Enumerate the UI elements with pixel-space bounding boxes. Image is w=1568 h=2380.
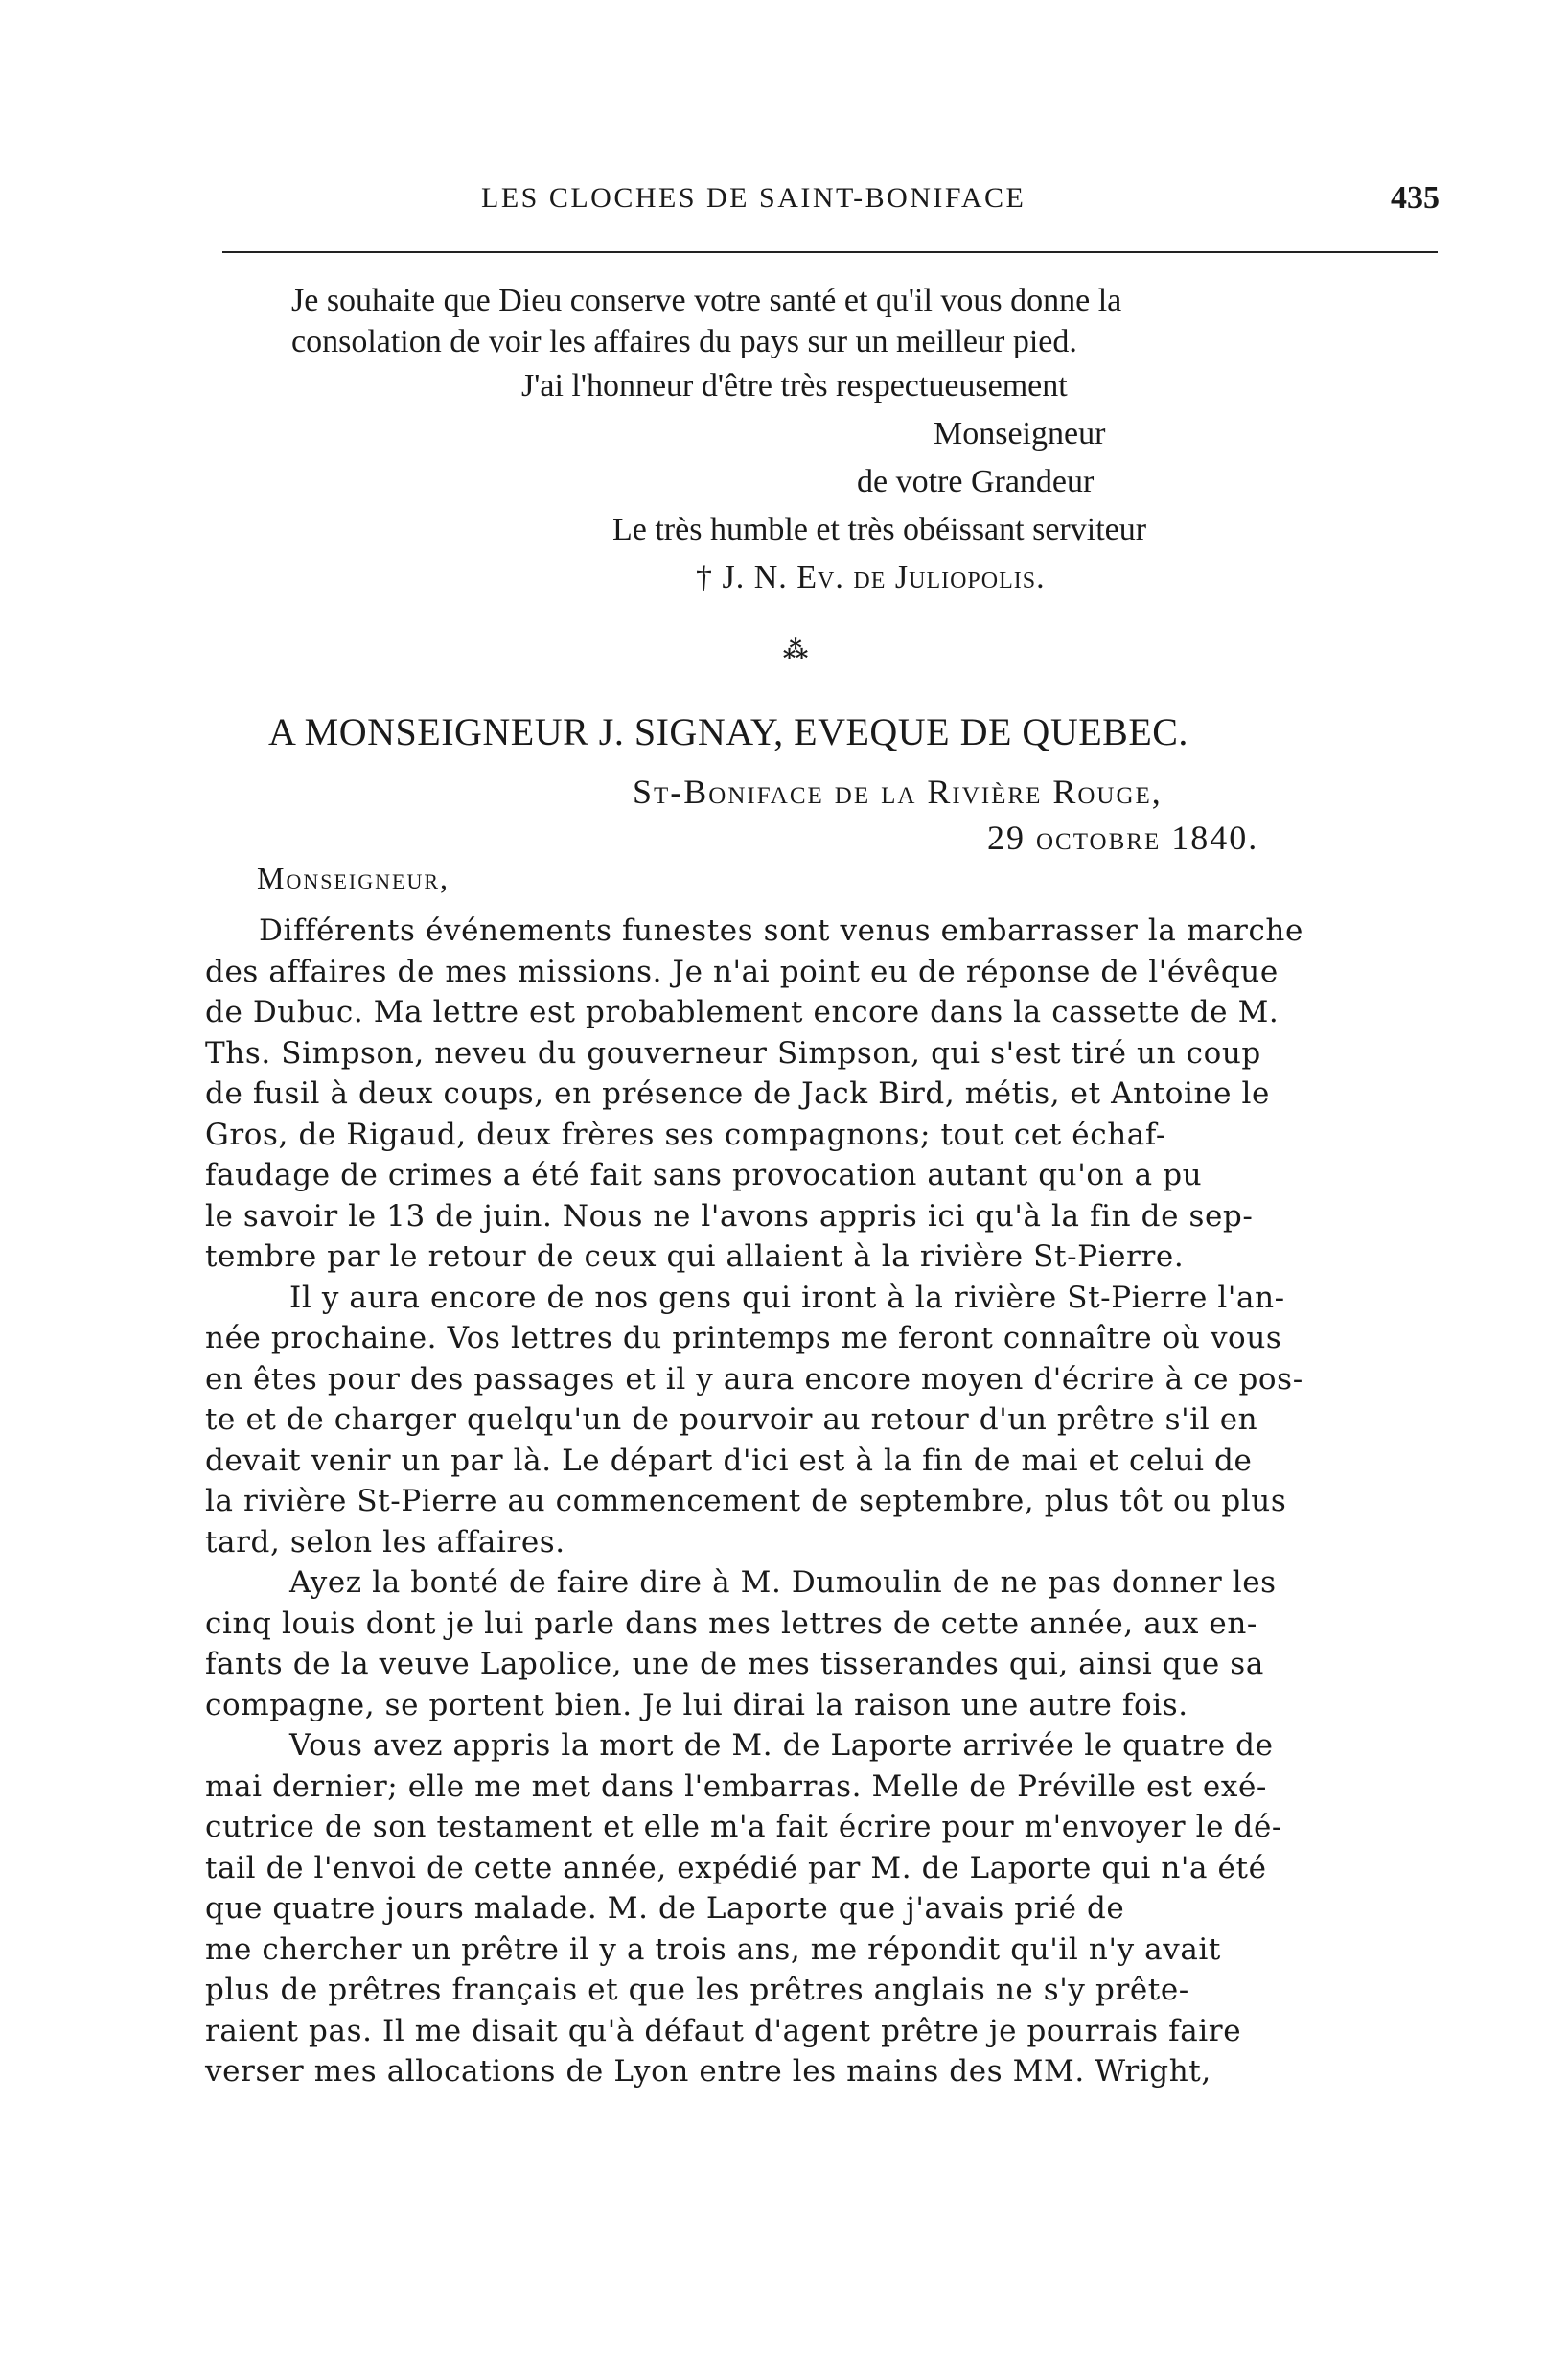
letter-2-title: A MONSEIGNEUR J. SIGNAY, EVEQUE DE QUEBEC.	[268, 710, 1188, 753]
text-line: tembre par le retour de ceux qui allaient à la rivière St-Pierre.	[205, 1239, 1185, 1274]
paragraph	[205, 911, 1438, 1278]
text-line: cinq louis dont je lui parle dans mes lettres de cette année, aux en-	[205, 1606, 1257, 1641]
page-header	[222, 180, 1440, 228]
text-line: Différents événements funestes sont venus embarrasser la marche	[259, 913, 1303, 948]
text-line: plus de prêtres français et que les prêtres anglais ne s'y prête-	[205, 1973, 1189, 2007]
closing-line: Le très humble et très obéissant serviteur	[612, 512, 1147, 547]
running-title: LES CLOCHES DE SAINT-BONIFACE	[481, 182, 1026, 214]
text-line: le savoir le 13 de juin. Nous ne l'avons appris ici qu'à la fin de sep-	[205, 1198, 1254, 1234]
letter-2-body	[205, 911, 1438, 2092]
signature: † J. N. Ev. de Juliopolis.	[696, 560, 1046, 595]
text-line: née prochaine. Vos lettres du printemps me feront connaître où vous	[205, 1321, 1282, 1355]
text-line: tail de l'envoi de cette année, expédié par M. de Laporte qui n'a été	[205, 1850, 1267, 1885]
text-line: Il y aura encore de nos gens qui iront à la rivière St-Pierre l'an-	[289, 1280, 1285, 1315]
text-line: verser mes allocations de Lyon entre les mains des MM. Wright,	[205, 2054, 1211, 2089]
text-line: Vous avez appris la mort de M. de Laporte arrivée le quatre de	[289, 1728, 1274, 1763]
closing-line: Monseigneur	[934, 416, 1106, 451]
text-line: de fusil à deux coups, en présence de Jack Bird, métis, et Antoine le	[205, 1076, 1270, 1111]
text-line: Je souhaite que Dieu conserve votre santé et qu'il vous donne la	[291, 283, 1122, 318]
text-line: Ayez la bonté de faire dire à M. Dumoulin de ne pas donner les	[289, 1565, 1277, 1600]
header-rule	[222, 251, 1438, 253]
asterism-separator: ⁂	[782, 636, 809, 664]
closing-line: J'ai l'honneur d'être très respectueusement	[521, 368, 1068, 404]
letter-1-closing-section	[205, 280, 1438, 602]
text-line: compagne, se portent bien. Je lui dirai la raison une autre fois.	[205, 1687, 1188, 1722]
text-line: me chercher un prêtre il y a trois ans, me répondit qu'il n'y avait	[205, 1931, 1221, 1967]
letter-date: 29 octobre 1840.	[987, 819, 1259, 857]
text-line: raient pas. Il me disait qu'à défaut d'agent prêtre je pourrais faire	[205, 2013, 1242, 2048]
text-line: que quatre jours malade. M. de Laporte que j'avais prié de	[205, 1891, 1125, 1926]
text-line: cutrice de son testament et elle m'a fait écrire pour m'envoyer le dé-	[205, 1810, 1282, 1844]
letter-1-complimentary-close	[205, 362, 1438, 602]
text-line: Ths. Simpson, neveu du gouverneur Simpson, qui s'est tiré un coup	[205, 1035, 1261, 1071]
text-line: de Dubuc. Ma lettre est probablement encore dans la cassette de M.	[205, 995, 1280, 1029]
text-line: Gros, de Rigaud, deux frères ses compagnons; tout cet échaf-	[205, 1117, 1166, 1152]
paragraph	[205, 1725, 1438, 2092]
closing-line: de votre Grandeur	[857, 464, 1095, 499]
paragraph	[205, 1278, 1438, 1563]
page-number: 435	[1391, 180, 1440, 216]
text-line: la rivière St-Pierre au commencement de septembre, plus tôt ou plus	[205, 1484, 1287, 1518]
paragraph	[205, 1562, 1438, 1725]
text-line: consolation de voir les affaires du pays sur un meilleur pied.	[291, 324, 1077, 359]
letter-1-paragraph	[205, 280, 1438, 362]
text-line: te et de charger quelqu'un de pourvoir au retour d'un prêtre s'il en	[205, 1402, 1258, 1437]
letter-place: St-Boniface de la Rivière Rouge,	[633, 773, 1163, 811]
text-line: devait venir un par là. Le départ d'ici est à la fin de mai et celui de	[205, 1443, 1253, 1478]
letter-2-dateline	[633, 769, 1258, 861]
letter-2-salutation: Monseigneur,	[257, 861, 450, 895]
text-line: faudage de crimes a été fait sans provocation autant qu'on a pu	[205, 1158, 1203, 1192]
text-line: en êtes pour des passages et il y aura encore moyen d'écrire à ce pos-	[205, 1361, 1303, 1397]
text-line: mai dernier; elle me met dans l'embarras. Melle de Préville est exé-	[205, 1768, 1267, 1804]
text-line: des affaires de mes missions. Je n'ai point eu de réponse de l'évêque	[205, 954, 1279, 989]
text-line: fants de la veuve Lapolice, une de mes tisserandes qui, ainsi que sa	[205, 1647, 1264, 1681]
text-line: tard, selon les affaires.	[205, 1524, 565, 1560]
